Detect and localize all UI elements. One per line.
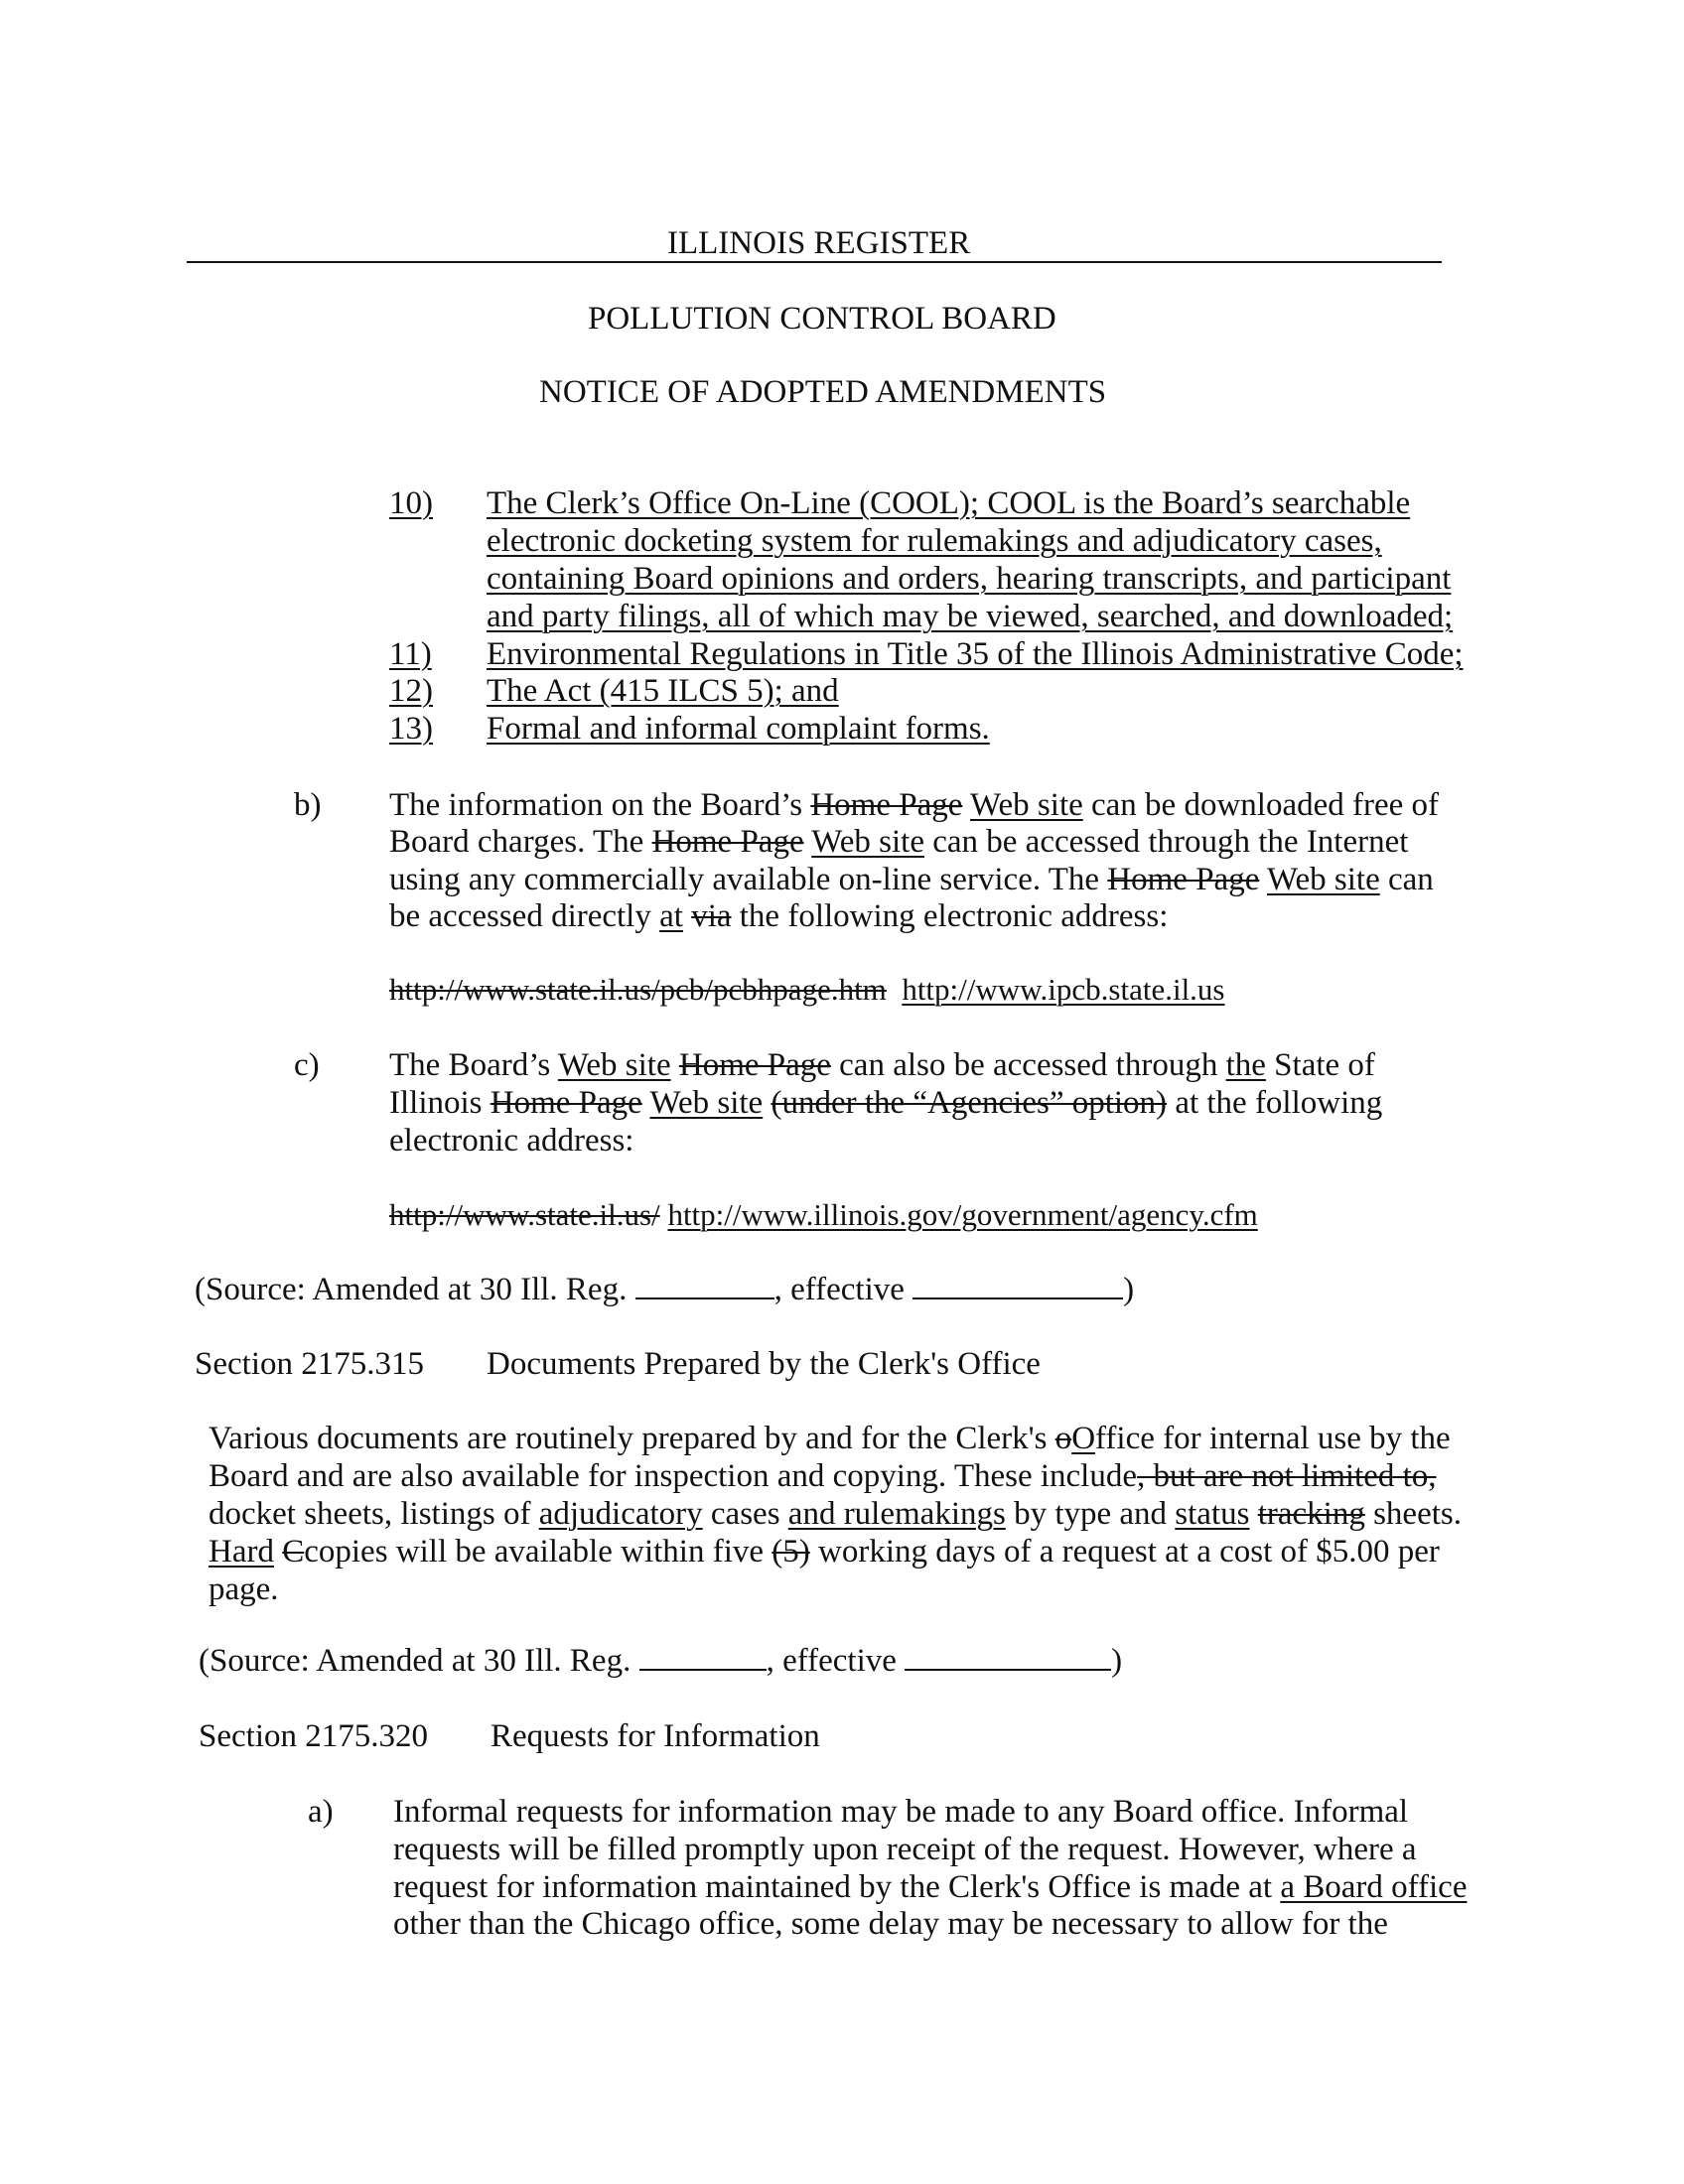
para-b-line-3: using any commercially available on-line service. The Home Page Web site can [389, 862, 1434, 897]
section-315-number: Section 2175.315 [195, 1346, 424, 1382]
reg-blank-2 [639, 1643, 767, 1671]
source-note-1: (Source: Amended at 30 Ill. Reg. , effective ) [195, 1272, 1135, 1307]
register-title: ILLINOIS REGISTER [667, 225, 971, 261]
item-11-text: Environmental Regulations in Title 35 of the Illinois Administrative Code; [487, 636, 1464, 672]
effective-blank-2 [905, 1643, 1111, 1671]
para-c-line-2: Illinois Home Page Web site (under the “Agencies” option) at the following [389, 1085, 1383, 1121]
section-315-line-3: docket sheets, listings of adjudicatory cases and rulemakings by type and status tracking sheets. [209, 1496, 1462, 1532]
notice-title: NOTICE OF ADOPTED AMENDMENTS [539, 374, 1107, 410]
item-10-line-3: containing Board opinions and orders, hearing transcripts, and participant [487, 561, 1452, 597]
section-315-line-4: Hard Ccopies will be available within five (5) working days of a request at a cost of $5.00 per [209, 1534, 1440, 1570]
section-315-title: Documents Prepared by the Clerk's Office [487, 1346, 1041, 1382]
item-12-text: The Act (415 ILCS 5); and [487, 673, 839, 709]
item-10-line-4: and party filings, all of which may be viewed, searched, and downloaded; [487, 599, 1454, 634]
para-c-line-1: The Board’s Web site Home Page can also be accessed through the State of [389, 1047, 1375, 1083]
new-state-url-link[interactable]: http://www.illinois.gov/government/agency.cfm [667, 1197, 1258, 1232]
new-url-link[interactable]: http://www.ipcb.state.il.us [902, 972, 1225, 1007]
section-315-line-5: page. [209, 1571, 279, 1607]
section-320-line-3: request for information maintained by the Clerk's Office is made at a Board office [393, 1869, 1468, 1905]
section-315-line-2: Board and are also available for inspection and copying. These include, but are not limited to, [209, 1458, 1437, 1494]
para-b-line-1: The information on the Board’s Home Page Web site can be downloaded free of [389, 787, 1440, 823]
para-c-urls [389, 1196, 1258, 1234]
board-name: POLLUTION CONTROL BOARD [588, 301, 1056, 337]
item-10-number: 10) [389, 485, 433, 521]
section-320-number: Section 2175.320 [199, 1718, 428, 1754]
para-b-label: b) [294, 787, 322, 823]
para-b-line-4: be accessed directly at via the following electronic address: [389, 898, 1169, 934]
item-10-line-1: The Clerk’s Office On-Line (COOL); COOL is the Board’s searchable [487, 485, 1411, 521]
item-10-line-2: electronic docketing system for rulemakings and adjudicatory cases, [487, 523, 1382, 559]
item-13-text: Formal and informal complaint forms. [487, 711, 990, 747]
item-13-number: 13) [389, 711, 433, 747]
para-c-label: c) [294, 1047, 320, 1083]
item-11-number: 11) [389, 636, 432, 672]
old-url-link[interactable]: http://www.state.il.us/pcb/pcbhpage.htm [389, 972, 887, 1007]
section-320-line-4: other than the Chicago office, some delay may be necessary to allow for the [393, 1906, 1388, 1942]
source-note-2: (Source: Amended at 30 Ill. Reg. , effective ) [199, 1643, 1123, 1679]
header-rule [187, 261, 1442, 263]
reg-blank-1 [635, 1272, 774, 1299]
para-b-line-2: Board charges. The Home Page Web site can be accessed through the Internet [389, 824, 1409, 860]
para-c-line-3: electronic address: [389, 1123, 634, 1159]
section-320-title: Requests for Information [491, 1718, 820, 1754]
section-320-line-1: Informal requests for information may be made to any Board office. Informal [393, 1794, 1409, 1830]
section-320-line-2: requests will be filled promptly upon receipt of the request. However, where a [393, 1832, 1417, 1867]
section-315-line-1: Various documents are routinely prepared by and for the Clerk's oOffice for internal use by the [209, 1421, 1451, 1456]
effective-blank-1 [912, 1272, 1123, 1299]
para-b-urls [389, 971, 1225, 1009]
item-12-number: 12) [389, 673, 433, 709]
old-state-url-link[interactable]: http://www.state.il.us/ [389, 1197, 660, 1232]
section-320-a-label: a) [308, 1794, 334, 1830]
